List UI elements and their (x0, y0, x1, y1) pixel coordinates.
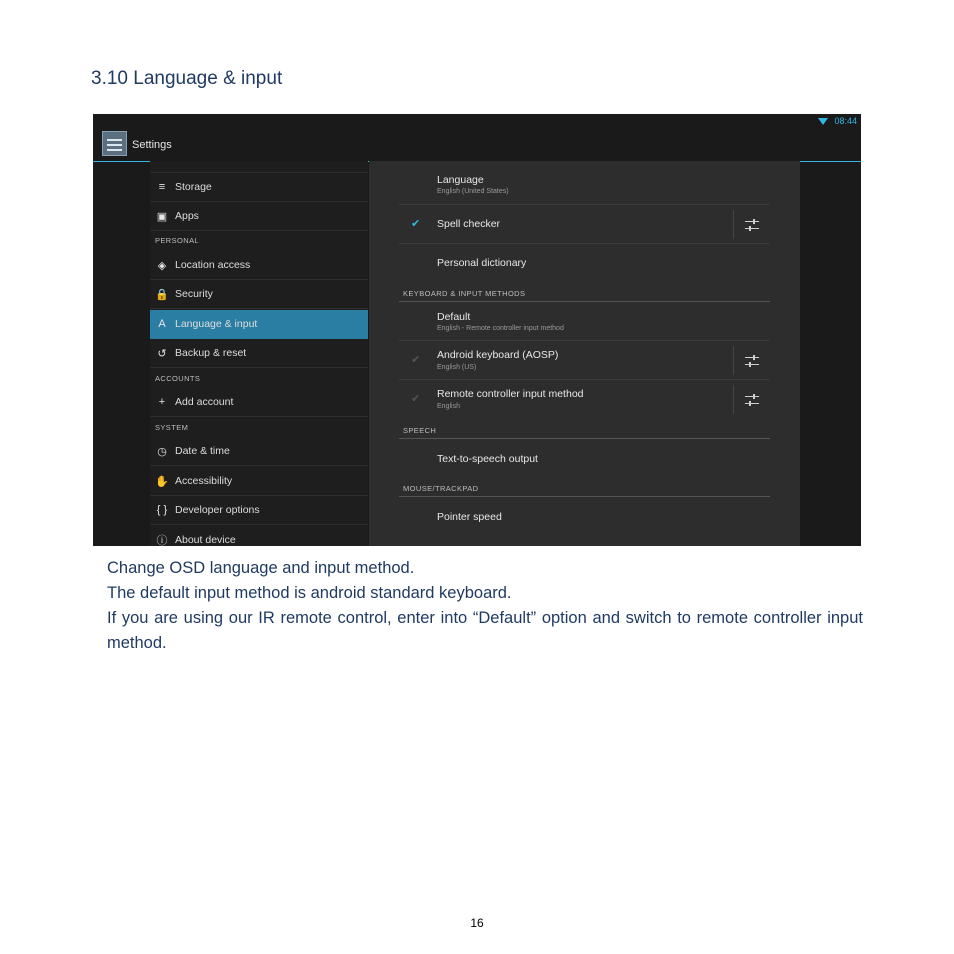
setting-subtitle: English (US) (437, 364, 477, 371)
sidebar-item-date-time[interactable] (150, 437, 368, 466)
section-header-system: SYSTEM (155, 423, 189, 432)
setting-remote-input[interactable] (399, 380, 770, 419)
sidebar-item-add-account[interactable] (150, 388, 368, 417)
section-heading: 3.10 Language & input (91, 68, 283, 89)
description-line: If you are using our IR remote control, enter into “Default” option and switch to remote controller input method. (107, 609, 863, 652)
page-number: 16 (470, 916, 484, 930)
lock-icon: 🔒 (155, 288, 169, 301)
plus-icon: + (158, 396, 166, 408)
sidebar-item-display-partial[interactable] (150, 161, 368, 173)
sidebar-item-label: About device (175, 534, 236, 546)
status-bar (818, 116, 857, 126)
action-bar-title: Settings (132, 139, 172, 151)
sidebar-item-label: Backup & reset (175, 347, 247, 359)
language-icon: A (158, 318, 166, 330)
description-line: The default input method is android standard keyboard. (107, 584, 512, 602)
sidebar-item-label: Language & input (175, 318, 258, 330)
storage-icon: ≡ (158, 181, 166, 193)
sidebar-item-label: Location access (175, 259, 251, 271)
apps-icon: ▣ (156, 210, 168, 223)
sidebar-item-language-input[interactable] (150, 310, 368, 339)
sidebar-item-about-device[interactable] (150, 526, 368, 546)
sidebar-item-label: Date & time (175, 445, 230, 457)
setting-title: Language (437, 174, 484, 186)
setting-title: Text-to-speech output (437, 453, 538, 465)
braces-icon: { } (156, 504, 168, 516)
location-icon: ◈ (157, 259, 167, 272)
action-bar (93, 128, 861, 162)
setting-title: Default (437, 311, 471, 323)
setting-pointer-speed[interactable] (399, 497, 770, 536)
setting-subtitle: English (United States) (437, 188, 509, 195)
sidebar-item-location-access[interactable] (150, 251, 368, 280)
language-input-settings (369, 161, 800, 546)
section-header-mouse: MOUSE/TRACKPAD (403, 484, 479, 493)
setting-title: Pointer speed (437, 511, 502, 523)
setting-spell-checker[interactable] (399, 205, 770, 244)
checkbox-icon[interactable]: ✔ (411, 354, 421, 366)
sidebar-item-label: Add account (175, 396, 234, 408)
checkbox-icon[interactable]: ✔ (411, 218, 421, 230)
wifi-icon (818, 118, 828, 125)
setting-android-keyboard[interactable] (399, 341, 770, 380)
sidebar-item-accessibility[interactable] (150, 467, 368, 496)
setting-title: Remote controller input method (437, 388, 584, 400)
settings-app-icon[interactable] (102, 131, 127, 156)
sidebar-item-developer-options[interactable] (150, 496, 368, 525)
sidebar-item-label: Developer options (175, 504, 260, 516)
sidebar-item-label: Accessibility (175, 475, 233, 487)
backup-icon: ↺ (157, 347, 167, 360)
sidebar-item-backup-reset[interactable] (150, 339, 368, 368)
section-header-speech: SPEECH (403, 426, 437, 435)
description (107, 556, 863, 656)
info-icon: ⓘ (156, 535, 168, 546)
setting-title: Spell checker (437, 218, 501, 230)
settings-sliders-icon[interactable] (745, 393, 759, 407)
settings-sliders-icon[interactable] (745, 218, 759, 232)
sidebar-item-label: Security (175, 288, 213, 300)
setting-subtitle: English - Remote controller input method (437, 325, 564, 332)
setting-language[interactable] (399, 161, 770, 205)
sidebar-item-apps[interactable] (150, 202, 368, 231)
divider (733, 385, 734, 414)
settings-categories (150, 161, 368, 546)
clock-icon: ◷ (157, 445, 167, 458)
description-line: Change OSD language and input method. (107, 559, 415, 577)
checkbox-icon[interactable]: ✔ (411, 393, 421, 405)
hand-icon: ✋ (155, 475, 169, 488)
section-header-personal: PERSONAL (155, 236, 200, 245)
setting-title: Personal dictionary (437, 257, 527, 269)
section-header-accounts: ACCOUNTS (155, 374, 201, 383)
setting-personal-dictionary[interactable] (399, 244, 770, 283)
settings-sliders-icon[interactable] (745, 354, 759, 368)
sidebar-item-label: Storage (175, 181, 212, 193)
setting-subtitle: English (437, 403, 460, 410)
settings-screenshot (93, 114, 861, 546)
setting-tts-output[interactable] (399, 439, 770, 478)
sidebar-item-storage[interactable] (150, 173, 368, 202)
divider (733, 210, 734, 239)
setting-default-input[interactable] (399, 302, 770, 341)
sidebar-item-security[interactable] (150, 280, 368, 309)
clock: 08:44 (834, 116, 857, 126)
divider (733, 346, 734, 375)
section-header-keyboard: KEYBOARD & INPUT METHODS (403, 289, 526, 298)
sidebar-item-label: Apps (175, 210, 199, 222)
setting-title: Android keyboard (AOSP) (437, 349, 559, 361)
